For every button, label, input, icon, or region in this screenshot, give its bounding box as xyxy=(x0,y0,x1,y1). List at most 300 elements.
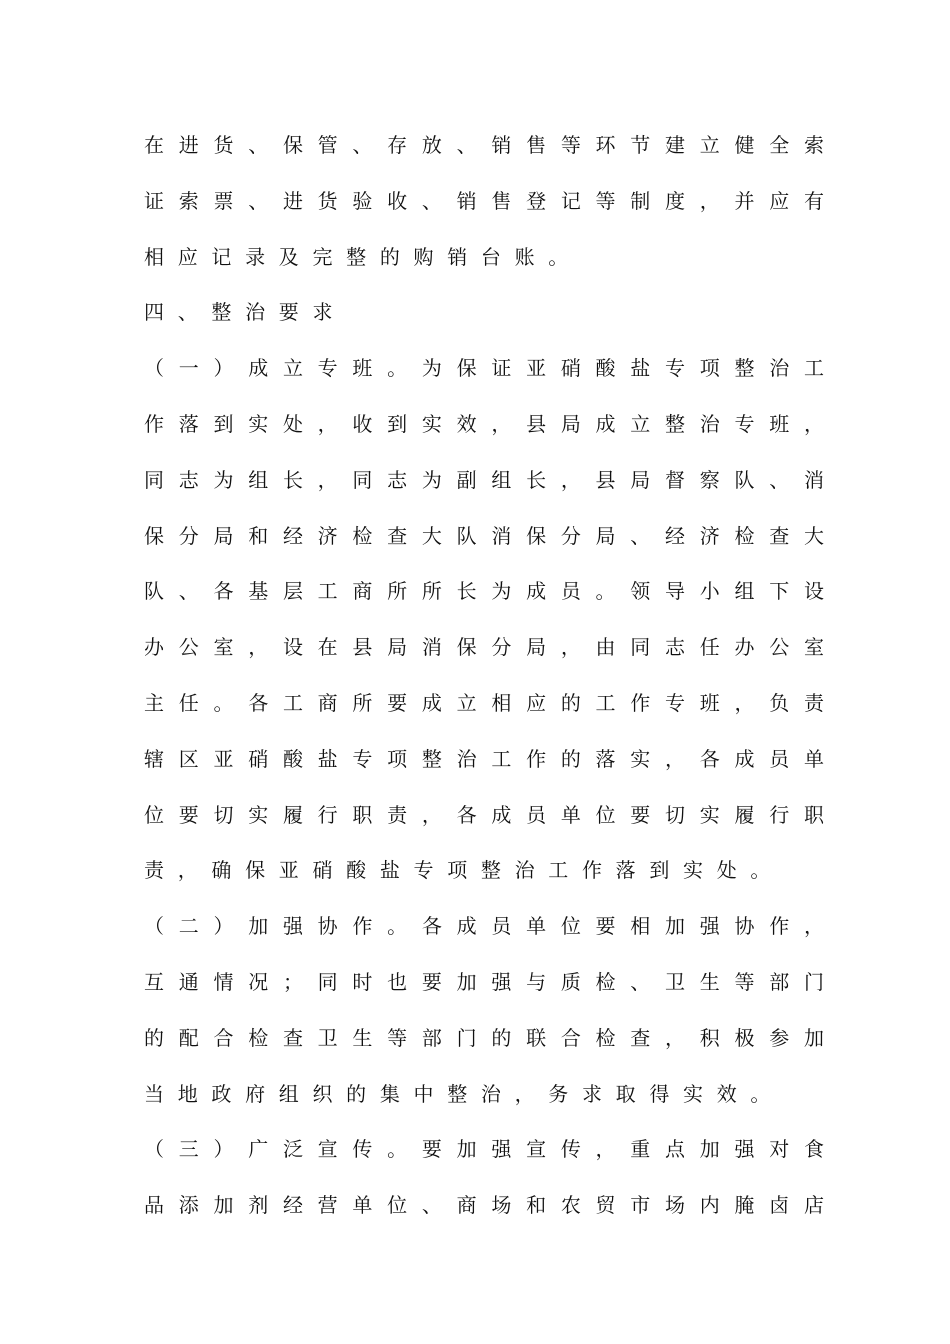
text-char: ， xyxy=(491,411,512,436)
text-char: 况 xyxy=(248,969,269,994)
text-char: 实 xyxy=(248,411,269,436)
text-char: 商 xyxy=(317,690,338,715)
text-char: 局 xyxy=(560,411,581,436)
text-char: 极 xyxy=(734,1025,755,1050)
text-char: 店 xyxy=(803,1193,824,1218)
text-char: 与 xyxy=(526,969,547,994)
text-char: 处 xyxy=(716,858,737,883)
text-char: 管 xyxy=(317,133,338,157)
text-char: 相 xyxy=(630,914,651,939)
text-char: 度 xyxy=(665,188,686,213)
text-char: 当 xyxy=(144,1081,164,1106)
text-char: 单 xyxy=(803,746,824,771)
text-char: 卫 xyxy=(317,1025,338,1050)
text-char: 取 xyxy=(615,1081,636,1106)
text-char: 互 xyxy=(144,969,164,994)
text-char: 、 xyxy=(421,188,442,213)
text-char: 设 xyxy=(803,579,824,604)
text-char: 。 xyxy=(213,690,234,715)
text-char: 同 xyxy=(630,635,651,660)
text-char: 食 xyxy=(803,1137,824,1162)
text-char: 辖 xyxy=(144,746,164,771)
text-char: 成 xyxy=(526,579,547,604)
text-line xyxy=(144,630,824,686)
text-char: 员 xyxy=(560,579,581,604)
text-char: 组 xyxy=(278,1081,299,1106)
text-char: 环 xyxy=(595,133,616,157)
text-line xyxy=(144,909,824,965)
text-char: 保 xyxy=(282,133,303,157)
text-char: 强 xyxy=(491,969,512,994)
text-char: 点 xyxy=(665,1137,686,1162)
text-char: 实 xyxy=(683,1081,703,1106)
text-char: 单 xyxy=(560,802,581,827)
text-line xyxy=(144,1077,824,1133)
text-char: 县 xyxy=(352,635,373,660)
text-char: 确 xyxy=(211,858,232,883)
text-char: 整 xyxy=(211,300,232,325)
text-char: 治 xyxy=(480,1081,501,1106)
text-char: 分 xyxy=(178,523,199,548)
text-char: 宣 xyxy=(526,1137,547,1162)
text-char: 相 xyxy=(491,690,512,715)
text-char: 三 xyxy=(178,1137,199,1162)
text-char: 农 xyxy=(560,1193,581,1218)
text-char: 门 xyxy=(456,1025,477,1050)
text-char: 组 xyxy=(491,467,512,492)
text-char: 加 xyxy=(665,914,686,939)
text-char: 室 xyxy=(213,635,234,660)
text-char: 员 xyxy=(769,746,790,771)
text-char: ， xyxy=(595,1137,616,1162)
text-char: 协 xyxy=(317,914,338,939)
text-char: 工 xyxy=(317,579,338,604)
text-char: 酸 xyxy=(346,858,367,883)
text-char: 工 xyxy=(595,690,616,715)
text-char: 作 xyxy=(526,746,547,771)
text-char: 进 xyxy=(178,133,199,157)
text-char: 切 xyxy=(665,802,686,827)
text-char: 成 xyxy=(734,746,755,771)
text-char: 实 xyxy=(683,858,703,883)
text-char: 查 xyxy=(630,1025,651,1050)
text-char: 商 xyxy=(456,1193,477,1218)
text-char: 消 xyxy=(421,635,442,660)
text-char: ， xyxy=(699,188,720,213)
text-char: ） xyxy=(213,914,234,939)
text-char: 的 xyxy=(491,1025,512,1050)
text-char: 同 xyxy=(352,467,373,492)
text-char: 组 xyxy=(734,579,755,604)
text-char: 、 xyxy=(630,523,651,548)
text-char: 单 xyxy=(526,914,547,939)
text-char: 门 xyxy=(803,969,824,994)
text-char: 配 xyxy=(178,1025,199,1050)
text-char: 位 xyxy=(387,1193,408,1218)
text-char: 织 xyxy=(312,1081,333,1106)
text-char: 到 xyxy=(649,858,670,883)
text-char: 。 xyxy=(387,356,408,381)
text-char: 作 xyxy=(769,914,790,939)
text-line xyxy=(144,574,824,630)
text-char: 加 xyxy=(248,914,269,939)
text-char: 商 xyxy=(352,579,373,604)
text-char: 成 xyxy=(248,356,269,381)
text-char: 局 xyxy=(526,635,547,660)
text-char: 专 xyxy=(413,858,434,883)
text-char: 成 xyxy=(491,802,512,827)
text-char: 生 xyxy=(352,1025,373,1050)
text-char: 要 xyxy=(178,802,199,827)
text-char: 硝 xyxy=(248,746,269,771)
text-char: 协 xyxy=(734,914,755,939)
text-char: 工 xyxy=(803,356,824,381)
text-char: 贸 xyxy=(595,1193,616,1218)
text-char: 市 xyxy=(630,1193,651,1218)
text-char: 班 xyxy=(699,690,720,715)
text-char: （ xyxy=(144,1137,164,1162)
text-char: 硝 xyxy=(312,858,333,883)
text-char: 济 xyxy=(317,523,338,548)
text-char: 要 xyxy=(630,802,651,827)
text-char: 查 xyxy=(387,523,408,548)
text-char: 联 xyxy=(526,1025,547,1050)
text-char: 整 xyxy=(346,244,367,269)
text-char: 为 xyxy=(213,467,234,492)
text-char: 位 xyxy=(144,802,164,827)
text-char: 加 xyxy=(213,1193,234,1218)
text-char: 证 xyxy=(491,356,512,381)
text-char: 到 xyxy=(387,411,408,436)
text-char: 作 xyxy=(144,411,164,436)
text-char: ， xyxy=(177,858,198,883)
text-char: 由 xyxy=(595,635,616,660)
text-char: 强 xyxy=(699,914,720,939)
text-char: 办 xyxy=(144,635,164,660)
text-char: 整 xyxy=(447,1081,468,1106)
text-char: 健 xyxy=(734,133,755,157)
text-line xyxy=(144,965,824,1021)
text-char: （ xyxy=(144,914,164,939)
text-char: 质 xyxy=(560,969,581,994)
text-char: 专 xyxy=(734,411,755,436)
text-char: 的 xyxy=(560,746,581,771)
text-char: 成 xyxy=(456,914,477,939)
text-char: 售 xyxy=(491,188,512,213)
text-char: 参 xyxy=(769,1025,790,1050)
section-heading xyxy=(144,295,824,351)
text-char: 志 xyxy=(665,635,686,660)
text-char: 内 xyxy=(699,1193,720,1218)
text-char: 所 xyxy=(421,579,442,604)
text-line xyxy=(144,407,824,463)
text-char: 班 xyxy=(352,356,373,381)
text-char: 整 xyxy=(734,356,755,381)
text-char: ， xyxy=(803,411,824,436)
text-char: 长 xyxy=(282,467,303,492)
text-char: ， xyxy=(665,1025,686,1050)
text-char: 、 xyxy=(352,133,373,157)
text-char: 宣 xyxy=(317,1137,338,1162)
text-char: 治 xyxy=(245,300,266,325)
text-char: ， xyxy=(248,635,269,660)
text-char: 、 xyxy=(630,969,651,994)
text-char: 效 xyxy=(716,1081,737,1106)
text-char: 县 xyxy=(595,467,616,492)
text-char: 局 xyxy=(595,523,616,548)
text-char: 局 xyxy=(213,523,234,548)
text-char: 应 xyxy=(526,690,547,715)
text-char: ） xyxy=(213,356,234,381)
text-char: 腌 xyxy=(734,1193,755,1218)
text-char: 求 xyxy=(581,1081,602,1106)
text-char: 收 xyxy=(387,188,408,213)
text-char: 长 xyxy=(526,467,547,492)
text-char: 项 xyxy=(387,746,408,771)
text-line xyxy=(144,519,824,575)
text-char: ， xyxy=(421,802,442,827)
text-char: 治 xyxy=(699,411,720,436)
text-char: 工 xyxy=(548,858,569,883)
body-text xyxy=(144,128,824,1244)
text-char: 应 xyxy=(769,188,790,213)
text-char: 队 xyxy=(144,579,164,604)
text-char: ， xyxy=(665,746,686,771)
text-char: 立 xyxy=(699,133,720,157)
text-char: 酸 xyxy=(282,746,303,771)
text-char: （ xyxy=(144,356,164,381)
text-char: 作 xyxy=(581,858,602,883)
text-char: 为 xyxy=(491,579,512,604)
text-char: 为 xyxy=(421,356,442,381)
text-char: 实 xyxy=(699,802,720,827)
text-char: 、 xyxy=(421,1193,442,1218)
text-char: 亚 xyxy=(278,858,299,883)
text-char: 。 xyxy=(548,244,569,269)
text-char: 记 xyxy=(560,188,581,213)
text-char: 项 xyxy=(447,858,468,883)
text-char: 专 xyxy=(317,356,338,381)
text-char: 广 xyxy=(248,1137,269,1162)
text-char: 务 xyxy=(548,1081,569,1106)
text-char: 要 xyxy=(421,969,442,994)
text-char: 小 xyxy=(699,579,720,604)
text-char: 专 xyxy=(665,356,686,381)
text-char: 履 xyxy=(734,802,755,827)
text-char: 营 xyxy=(317,1193,338,1218)
text-char: 等 xyxy=(387,1025,408,1050)
text-char: 职 xyxy=(803,802,824,827)
text-char: 酸 xyxy=(595,356,616,381)
text-line xyxy=(144,463,824,519)
text-char: 生 xyxy=(699,969,720,994)
text-char: ， xyxy=(560,635,581,660)
text-char: 货 xyxy=(213,133,234,157)
text-char: 完 xyxy=(312,244,333,269)
text-char: 专 xyxy=(665,690,686,715)
text-char: 亚 xyxy=(526,356,547,381)
text-char: 。 xyxy=(387,1137,408,1162)
text-char: 货 xyxy=(317,188,338,213)
text-char: 长 xyxy=(456,579,477,604)
text-char: 实 xyxy=(630,746,651,771)
text-char: 及 xyxy=(278,244,299,269)
text-char: 检 xyxy=(734,523,755,548)
text-char: 验 xyxy=(352,188,373,213)
text-char: 责 xyxy=(387,802,408,827)
text-char: 盐 xyxy=(317,746,338,771)
text-char: 销 xyxy=(456,188,477,213)
text-char: 。 xyxy=(595,579,616,604)
text-char: 保 xyxy=(144,523,164,548)
text-char: 位 xyxy=(560,914,581,939)
text-char: 整 xyxy=(421,746,442,771)
text-line xyxy=(144,742,824,798)
text-char: 并 xyxy=(734,188,755,213)
text-char: 制 xyxy=(630,188,651,213)
text-char: 保 xyxy=(526,523,547,548)
text-char: 收 xyxy=(352,411,373,436)
text-char: 层 xyxy=(282,579,303,604)
text-char: 一 xyxy=(178,356,199,381)
text-char: 证 xyxy=(144,188,164,213)
text-line xyxy=(144,1188,824,1244)
text-char: 加 xyxy=(803,1025,824,1050)
text-char: 存 xyxy=(387,133,408,157)
text-char: 传 xyxy=(352,1137,373,1162)
text-char: 购 xyxy=(413,244,434,269)
text-char: 情 xyxy=(213,969,234,994)
text-char: ， xyxy=(317,411,338,436)
text-char: 成 xyxy=(421,690,442,715)
text-line xyxy=(144,128,824,184)
text-line xyxy=(144,240,824,296)
text-char: 下 xyxy=(769,579,790,604)
text-char: 立 xyxy=(630,411,651,436)
text-char: 、 xyxy=(248,133,269,157)
text-char: 作 xyxy=(630,690,651,715)
text-char: 、 xyxy=(769,467,790,492)
text-char: 。 xyxy=(750,858,771,883)
text-char: 政 xyxy=(211,1081,232,1106)
text-char: 区 xyxy=(178,746,199,771)
text-char: 各 xyxy=(421,914,442,939)
text-char: 检 xyxy=(595,969,616,994)
text-char: 销 xyxy=(447,244,468,269)
text-char: 消 xyxy=(803,467,824,492)
text-char: 治 xyxy=(456,746,477,771)
text-char: 和 xyxy=(526,1193,547,1218)
text-char: 登 xyxy=(526,188,547,213)
text-char: 有 xyxy=(803,188,824,213)
text-char: 检 xyxy=(352,523,373,548)
text-char: 保 xyxy=(456,635,477,660)
text-char: 索 xyxy=(178,188,199,213)
text-char: 卤 xyxy=(769,1193,790,1218)
text-char: 项 xyxy=(699,356,720,381)
text-char: 场 xyxy=(491,1193,512,1218)
text-char: 领 xyxy=(630,579,651,604)
text-char: 求 xyxy=(312,300,333,325)
text-char: 添 xyxy=(178,1193,199,1218)
text-char: 集 xyxy=(379,1081,400,1106)
text-char: 切 xyxy=(213,802,234,827)
text-char: 强 xyxy=(734,1137,755,1162)
text-char: 到 xyxy=(213,411,234,436)
text-char: 任 xyxy=(699,635,720,660)
text-char: 任 xyxy=(178,690,199,715)
text-char: 队 xyxy=(456,523,477,548)
text-char: 的 xyxy=(144,1025,164,1050)
text-char: 等 xyxy=(734,969,755,994)
text-char: 在 xyxy=(144,133,164,157)
text-char: ； xyxy=(282,969,303,994)
text-char: ， xyxy=(803,914,824,939)
text-char: 部 xyxy=(769,969,790,994)
text-char: 强 xyxy=(282,914,303,939)
text-char: 保 xyxy=(245,858,266,883)
text-char: 四 xyxy=(144,300,164,325)
text-char: 员 xyxy=(526,802,547,827)
text-char: 位 xyxy=(595,802,616,827)
text-char: 大 xyxy=(421,523,442,548)
text-char: 整 xyxy=(665,411,686,436)
text-char: 效 xyxy=(456,411,477,436)
text-char: 府 xyxy=(245,1081,266,1106)
text-char: 实 xyxy=(248,802,269,827)
text-char: 硝 xyxy=(560,356,581,381)
text-line xyxy=(144,184,824,240)
text-char: 重 xyxy=(630,1137,651,1162)
text-char: 察 xyxy=(699,467,720,492)
text-char: 检 xyxy=(595,1025,616,1050)
text-char: 治 xyxy=(769,356,790,381)
text-char: 要 xyxy=(421,1137,442,1162)
text-char: 合 xyxy=(213,1025,234,1050)
text-char: 品 xyxy=(144,1193,164,1218)
text-char: 消 xyxy=(491,523,512,548)
text-char: 、 xyxy=(248,188,269,213)
text-char: 剂 xyxy=(248,1193,269,1218)
text-char: 查 xyxy=(769,523,790,548)
text-char: 录 xyxy=(245,244,266,269)
text-char: 和 xyxy=(248,523,269,548)
text-char: 账 xyxy=(514,244,535,269)
text-char: 行 xyxy=(317,802,338,827)
text-char: 盐 xyxy=(379,858,400,883)
text-char: 加 xyxy=(456,1137,477,1162)
text-char: 公 xyxy=(178,635,199,660)
text-char: 局 xyxy=(387,635,408,660)
text-char: 各 xyxy=(248,690,269,715)
text-char: 传 xyxy=(560,1137,581,1162)
text-char: 部 xyxy=(421,1025,442,1050)
text-char: 立 xyxy=(456,690,477,715)
text-char: 导 xyxy=(665,579,686,604)
text-char: ， xyxy=(734,690,755,715)
text-char: 设 xyxy=(282,635,303,660)
text-char: 各 xyxy=(213,579,234,604)
text-char: 负 xyxy=(769,690,790,715)
text-char: 积 xyxy=(699,1025,720,1050)
text-char: ， xyxy=(317,467,338,492)
text-char: 队 xyxy=(734,467,755,492)
text-char: 索 xyxy=(803,133,824,157)
text-char: 要 xyxy=(278,300,299,325)
text-char: 节 xyxy=(630,133,651,157)
text-char: 员 xyxy=(491,914,512,939)
text-char: 志 xyxy=(178,467,199,492)
